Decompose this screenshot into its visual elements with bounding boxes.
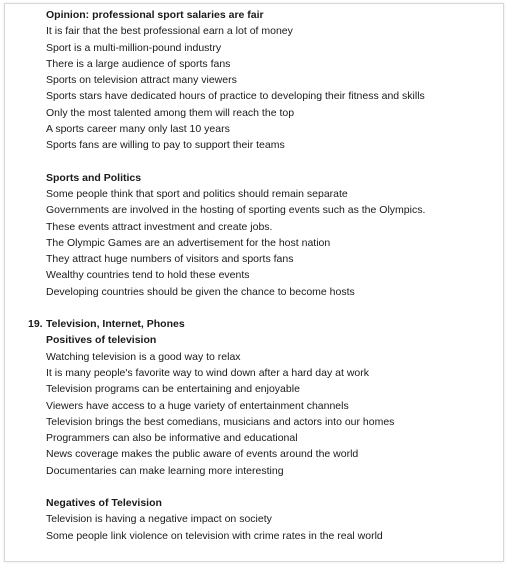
section-sport-salaries [46,7,499,154]
text-line: Governments are involved in the hosting of sporting events such as the Olympics. [46,204,426,217]
topic-title: Television, Internet, Phones [46,318,185,331]
topic-television-internet-phones [28,316,499,544]
text-line: Viewers have access to a huge variety of entertainment channels [46,399,349,412]
text-line: Sports stars have dedicated hours of practice to developing their fitness and skills [46,90,425,103]
section-sports-politics [46,170,499,300]
text-line: Television brings the best comedians, musicians and actors into our homes [46,415,395,428]
section-heading: Opinion: professional sport salaries are fair [46,9,264,21]
document-page [4,3,504,562]
spacer [46,479,499,495]
text-line: Television programs can be entertaining and enjoyable [46,383,300,396]
text-line: Only the most talented among them will reach the top [46,106,295,119]
spacer [46,154,499,170]
subsection-positives-television [46,332,499,479]
text-line: There is a large audience of sports fans [46,57,231,70]
section-heading: Sports and Politics [46,171,142,184]
text-line: Developing countries should be given the chance to become hosts [46,285,355,298]
text-line: Wealthy countries tend to hold these events [46,269,250,282]
text-line: They attract huge numbers of visitors and sports fans [46,253,294,266]
subsection-negatives-television [46,495,499,544]
text-line: Television is having a negative impact on society [46,513,272,526]
text-line: These events attract investment and create jobs. [46,220,273,233]
subsection-heading: Positives of television [46,334,157,347]
topic-number: 19. [28,318,43,331]
text-line: Some people link violence on television with crime rates in the real world [46,529,383,542]
text-line: Sports fans are willing to pay to support their teams [46,139,285,152]
text-line: Sports on television attract many viewers [46,74,237,87]
text-line: Sport is a multi-million-pound industry [46,41,222,54]
text-line: Watching television is a good way to relax [46,350,241,363]
text-line: News coverage makes the public aware of events around the world [46,448,359,461]
text-line: Documentaries can make learning more interesting [46,464,284,477]
text-line: It is many people's favorite way to wind down after a hard day at work [46,366,369,379]
text-line: Some people think that sport and politics should remain separate [46,187,348,200]
document-content [28,7,499,544]
text-line: A sports career many only last 10 years [46,123,230,136]
subsection-heading: Negatives of Television [46,497,162,510]
text-line: It is fair that the best professional earn a lot of money [46,25,293,38]
text-line: Programmers can also be informative and educational [46,432,298,445]
text-line: The Olympic Games are an advertisement for the host nation [46,236,331,249]
spacer [46,300,499,316]
